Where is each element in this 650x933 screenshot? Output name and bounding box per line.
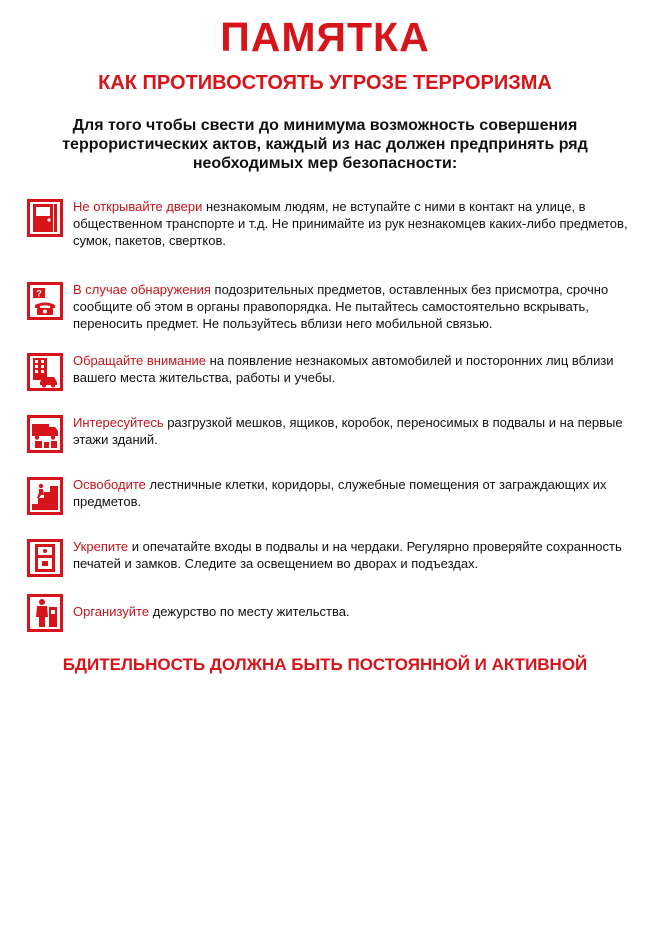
intro-paragraph: Для того чтобы свести до минимума возможность совершения террористических актов, каждый из нас должен предпринять ряд необходимых мер безопасности:	[62, 117, 588, 172]
item-body: на появление незнакомых автомобилей и посторонних лиц вблизи вашего места жительства, работы и учебы.	[73, 353, 614, 385]
item-text	[73, 414, 633, 448]
item-body: подозрительных предметов, оставленных без присмотра, срочно сообщите об этом в органы правопорядка. Не пытайтесь самостоятельно вскрывать, переносить предмет. Не пользуйтесь вблизи него мобильной связью.	[73, 282, 609, 331]
svg-text:?: ?	[36, 288, 42, 299]
sealed-door-icon	[26, 538, 64, 578]
item-body: лестничные клетки, коридоры, служебные помещения от заграждающих их предметов.	[73, 477, 607, 509]
item-highlight: Обращайте внимание	[73, 353, 207, 368]
item-text	[73, 281, 633, 332]
door-icon	[26, 198, 64, 238]
item-text	[73, 538, 633, 572]
item-highlight: Организуйте	[73, 604, 150, 619]
item-body: и опечатайте входы в подвалы и на чердаки. Регулярно проверяйте сохранность печатей и замков. Следите за освещением во дворах и подъездах.	[73, 539, 622, 571]
stairs-icon	[26, 476, 64, 516]
phone-icon	[26, 281, 64, 321]
footer-slogan: БДИТЕЛЬНОСТЬ ДОЛЖНА БЫТЬ ПОСТОЯННОЙ И АКТИВНОЙ	[62, 655, 588, 674]
item-highlight: Освободите	[73, 477, 146, 492]
building-car-icon	[26, 352, 64, 392]
truck-icon	[26, 414, 64, 454]
item-body: разгрузкой мешков, ящиков, коробок, переносимых в подвалы и на первые этажи зданий.	[73, 415, 623, 447]
guard-icon	[26, 593, 64, 633]
page-subtitle: КАК ПРОТИВОСТОЯТЬ УГРОЗЕ ТЕРРОРИЗМА	[98, 72, 552, 94]
item-highlight: В случае обнаружения	[73, 282, 211, 297]
item-body: дежурство по месту жительства.	[149, 604, 350, 619]
item-text	[73, 352, 633, 386]
page-title: ПАМЯТКА	[220, 14, 430, 60]
item-highlight: Не открывайте двери	[73, 199, 203, 214]
item-text	[73, 603, 633, 620]
item-highlight: Интересуйтесь	[73, 415, 164, 430]
item-text	[73, 198, 633, 249]
item-text	[73, 476, 633, 510]
item-body: незнакомым людям, не вступайте с ними в контакт на улице, в общественном транспорте и т.д. Не принимайте из рук незнакомцев каких-либо предметов, сумок, пакетов, свертков.	[73, 199, 628, 248]
item-highlight: Укрепите	[73, 539, 129, 554]
